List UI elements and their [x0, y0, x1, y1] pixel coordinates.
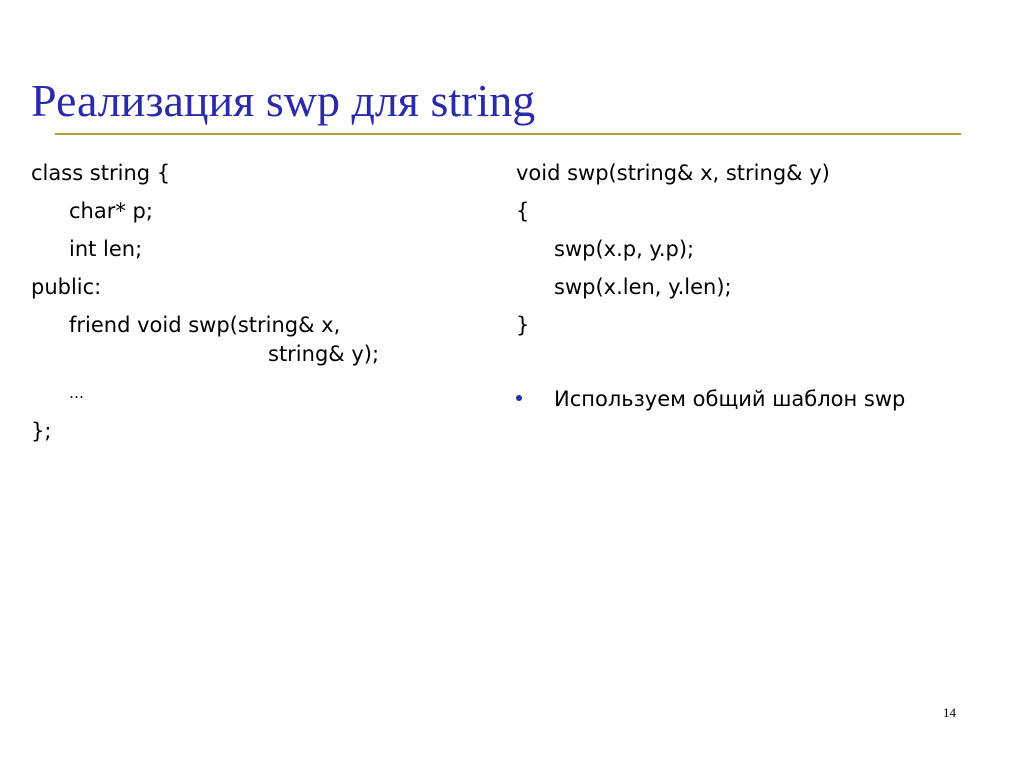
code-line-ellipsis: … [69, 384, 84, 402]
code-line-close-brace: } [516, 313, 530, 337]
slide-title: Реализация swp для string [31, 75, 536, 126]
code-line-swp-signature: void swp(string& x, string& y) [516, 161, 830, 185]
code-line-swp-len: swp(x.len, y.len); [554, 275, 732, 299]
code-line-swp-p: swp(x.p, y.p); [554, 237, 695, 261]
bullet-text: Используем общий шаблон swp [554, 387, 906, 411]
slide-number: 14 [943, 705, 956, 720]
code-line-open-brace: { [516, 199, 530, 223]
code-line-class-decl: class string { [31, 161, 171, 185]
bullet-dot-icon [516, 395, 522, 401]
code-line-friend-decl: friend void swp(string& x, [69, 313, 341, 337]
code-line-friend-decl-cont: string& y); [268, 342, 380, 366]
code-line-class-close: }; [31, 419, 52, 443]
code-line-public: public: [31, 275, 102, 299]
code-line-member-p: char* p; [69, 199, 153, 223]
code-line-member-len: int len; [69, 237, 143, 261]
title-divider [55, 133, 961, 135]
